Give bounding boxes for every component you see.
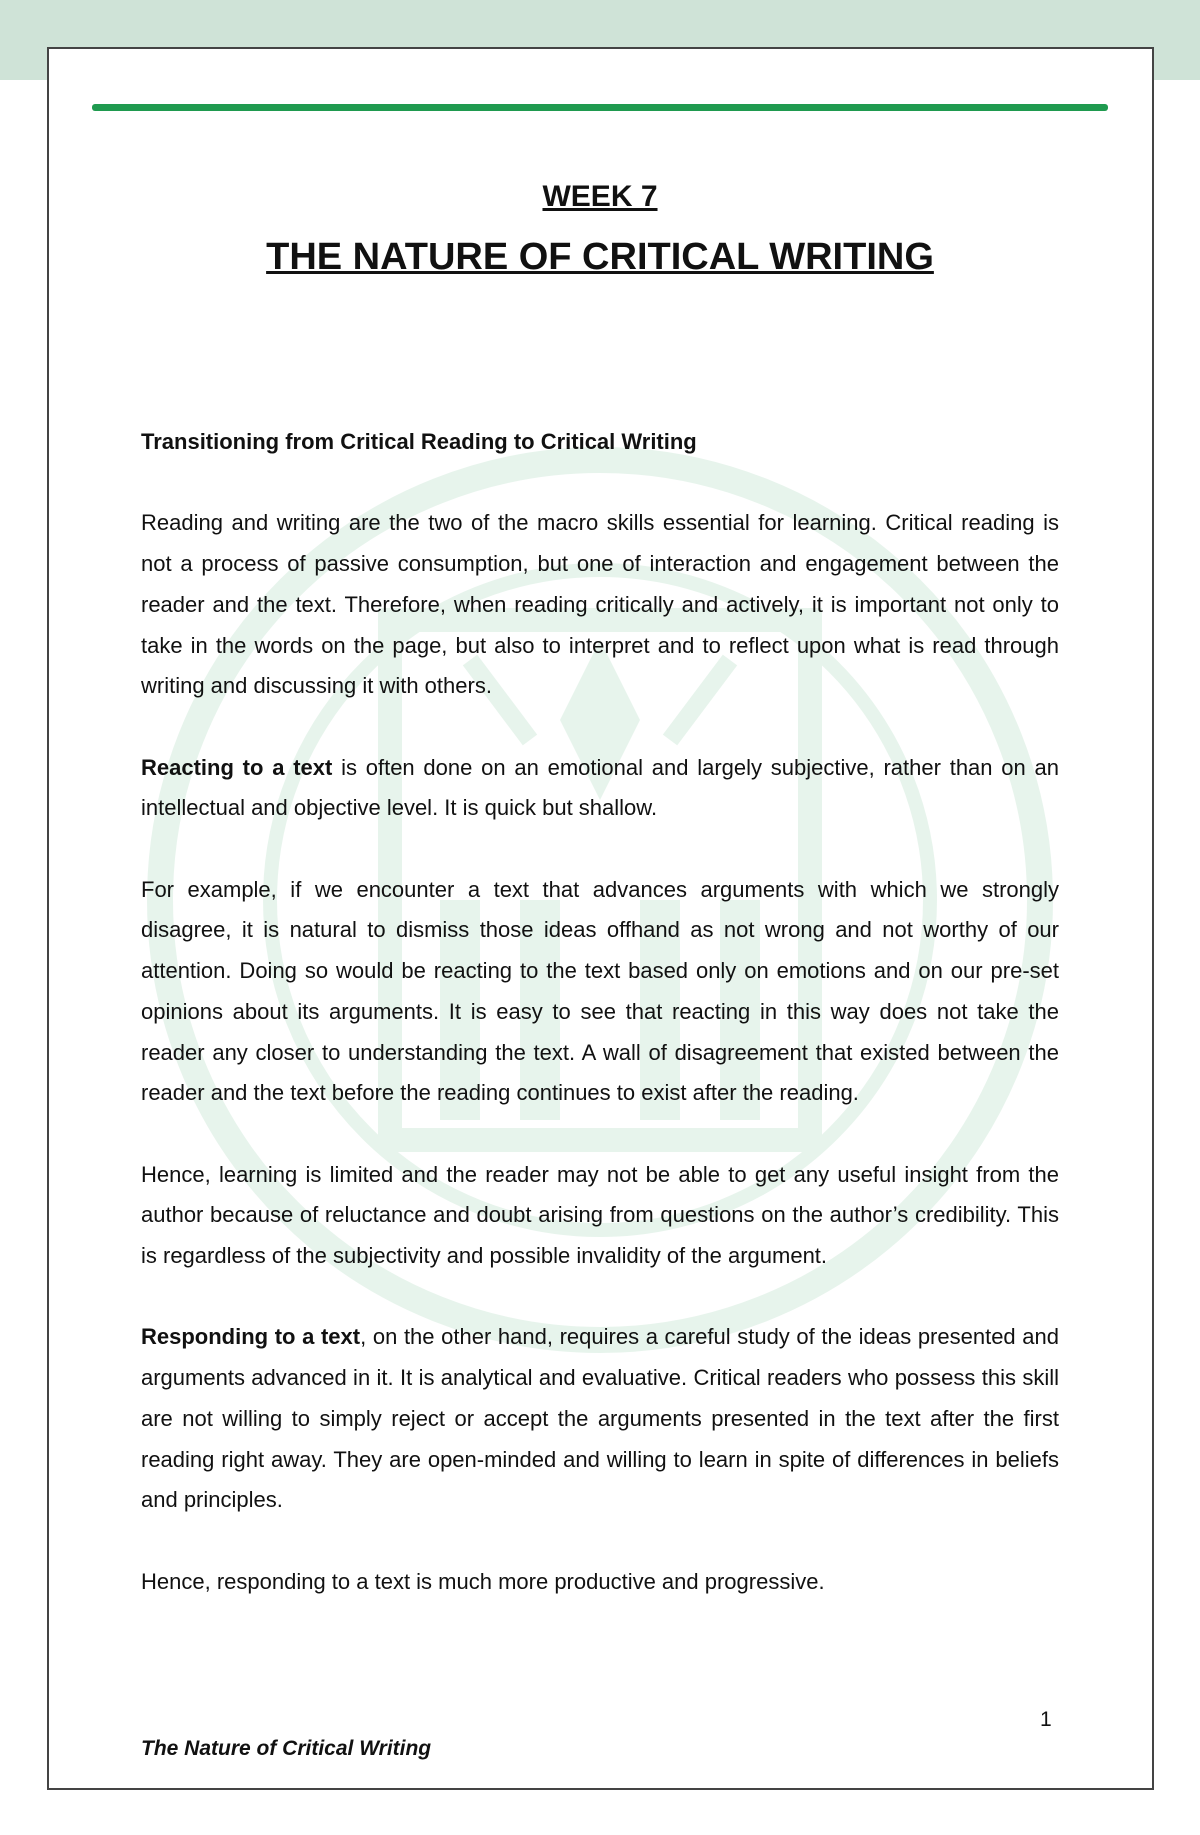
page-number: 1 (1040, 1708, 1052, 1731)
paragraph-example: For example, if we encounter a text that advances arguments with which we strongly disagree, it is natural to dismiss those ideas offhand as not wrong and not worthy of our attention. Doing so would be reacting to the text based only on emotions and on our pre-set opinions about its arguments. It is easy to see that reacting in this way does not take the reader any closer to understanding the text. A wall of disagreement that existed between the reader and the text before the reading continues to exist after the reading. (141, 876, 1059, 1106)
footer-title: The Nature of Critical Writing (141, 1737, 432, 1760)
paragraph-conclusion: Hence, responding to a text is much more productive and progressive. (141, 1568, 825, 1594)
paragraph-intro: Reading and writing are the two of the macro skills essential for learning. Critical reading is not a process of passive consumption, but one of interaction and engagement between the reader and the text. Therefore, when reading critically and actively, it is important not only to take in the words on the page, but also to interpret and to reflect upon what is read through writing and discussing it with others. (141, 510, 1059, 699)
header-rule (92, 104, 1108, 111)
document-body (141, 422, 1059, 1643)
week-label: WEEK 7 (542, 180, 658, 213)
responding-lead: Responding to a text (141, 1324, 361, 1350)
reacting-text: is often done on an emotional and largely subjective, rather than on an intellectual and objective level. It is quick but shallow. (141, 754, 1059, 821)
page-title: THE NATURE OF CRITICAL WRITING (266, 236, 934, 278)
paragraph-responding (141, 1317, 1059, 1521)
paragraph-learning-limited: Hence, learning is limited and the reader may not be able to get any useful insight from the author because of reluctance and doubt arising from questions on the author’s credibility. This is regardless of the subjectivity and possible invalidity of the argument. (141, 1161, 1059, 1268)
responding-text: , on the other hand, requires a careful study of the ideas presented and arguments advanced in it. It is analytical and evaluative. Critical readers who possess this skill are not willing to simply reject or accept the arguments presented in the text after the first reading right away. They are open-minded and willing to learn in spite of differences in beliefs and principles. (141, 1324, 1059, 1513)
reacting-lead: Reacting to a text (141, 754, 333, 780)
section-heading: Transitioning from Critical Reading to Critical Writing (141, 429, 697, 454)
paragraph-reacting (141, 748, 1059, 829)
